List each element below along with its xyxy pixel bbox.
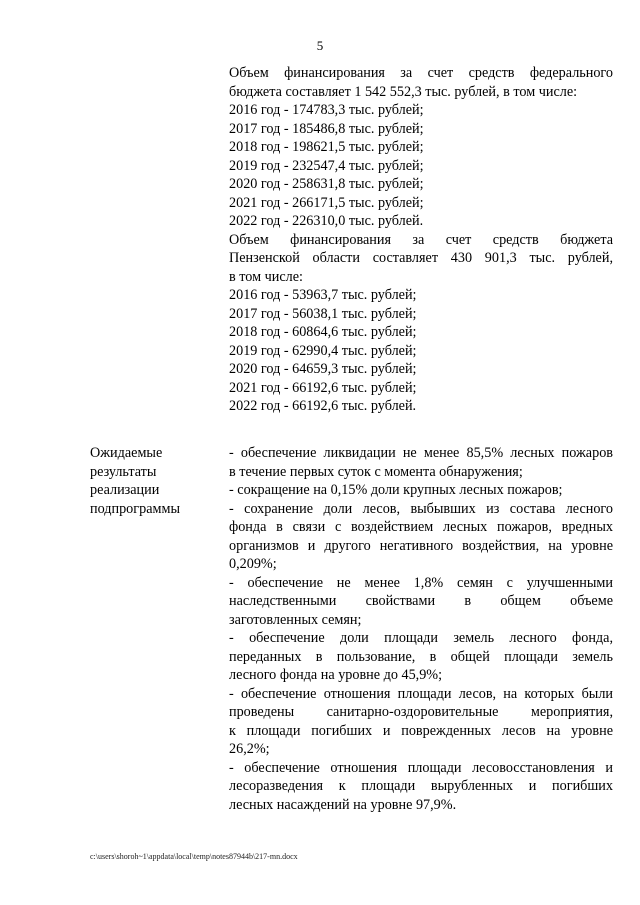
funding-line: 2020 год - 258631,8 тыс. рублей; <box>229 176 424 192</box>
results-label-line: результаты <box>90 463 157 480</box>
funding-line: 2019 год - 62990,4 тыс. рублей; <box>229 342 417 359</box>
results-label <box>90 444 210 518</box>
results-line: наследственными свойствами в общем объеме <box>229 593 613 609</box>
funding-line: 2016 год - 53963,7 тыс. рублей; <box>229 287 417 303</box>
results-line: - обеспечение доли площади земель лесного фонда, <box>229 630 613 646</box>
funding-line: бюджета составляет 1 542 552,3 тыс. рублей, в том числе: <box>229 83 578 100</box>
funding-line: 2021 год - 66192,6 тыс. рублей; <box>229 379 417 396</box>
results-line: заготовленных семян; <box>229 611 362 628</box>
results-line: к площади погибших и поврежденных лесов на уровне <box>229 722 613 739</box>
funding-line: 2020 год - 64659,3 тыс. рублей; <box>229 361 417 377</box>
funding-line: 2021 год - 266171,5 тыс. рублей; <box>229 194 424 211</box>
results-line: лесных насаждений на уровне 97,9%. <box>229 796 457 813</box>
funding-line: 2022 год - 226310,0 тыс. рублей. <box>229 213 424 229</box>
funding-line: 2017 год - 56038,1 тыс. рублей; <box>229 305 417 322</box>
funding-line: 2018 год - 60864,6 тыс. рублей; <box>229 324 417 340</box>
results-label-line: реализации <box>90 482 160 498</box>
file-path-footer: c:\users\shoroh~1\appdata\local\temp\notes87944b\217-mn.docx <box>90 852 298 861</box>
results-line: 0,209%; <box>229 556 277 572</box>
results-line: - сокращение на 0,15% доли крупных лесных пожаров; <box>229 482 563 498</box>
funding-line: Пензенской области составляет 430 901,3 тыс. рублей, <box>229 250 613 266</box>
results-line: лесоразведения к площади вырубленных и погибших <box>229 778 613 794</box>
results-line: в течение первых суток с момента обнаружения; <box>229 463 523 480</box>
results-label-line: подпрограммы <box>90 500 180 517</box>
results-line: проведены санитарно-оздоровительные мероприятия, <box>229 704 613 720</box>
results-line: 26,2%; <box>229 741 270 757</box>
results-line: - обеспечение не менее 1,8% семян с улучшенными <box>229 574 613 591</box>
page-number: 5 <box>316 38 324 53</box>
results-line: переданных в пользование, в общей площади земель <box>229 648 613 665</box>
funding-block <box>229 64 613 416</box>
funding-line: Объем финансирования за счет средств бюджета <box>229 231 613 248</box>
funding-line: в том числе: <box>229 268 303 285</box>
results-line: лесного фонда на уровне до 45,9%; <box>229 667 443 683</box>
results-line: организмов и другого негативного воздействия, на уровне <box>229 537 613 554</box>
funding-line: 2022 год - 66192,6 тыс. рублей. <box>229 398 417 414</box>
funding-line: 2016 год - 174783,3 тыс. рублей; <box>229 102 424 118</box>
results-line: - обеспечение отношения площади лесовосстановления и <box>229 759 613 776</box>
funding-line: 2018 год - 198621,5 тыс. рублей; <box>229 139 424 155</box>
results-label-line: Ожидаемые <box>90 445 163 461</box>
results-line: - обеспечение отношения площади лесов, на которых были <box>229 685 613 702</box>
expected-results-block <box>229 444 613 814</box>
results-line: - сохранение доли лесов, выбывших из состава лесного <box>229 500 613 517</box>
results-line: - обеспечение ликвидации не менее 85,5% лесных пожаров <box>229 445 613 461</box>
funding-line: 2017 год - 185486,8 тыс. рублей; <box>229 120 424 137</box>
funding-line: 2019 год - 232547,4 тыс. рублей; <box>229 157 424 174</box>
funding-line: Объем финансирования за счет средств федерального <box>229 65 613 81</box>
results-line: фонда в связи с воздействием лесных пожаров, вредных <box>229 519 613 535</box>
